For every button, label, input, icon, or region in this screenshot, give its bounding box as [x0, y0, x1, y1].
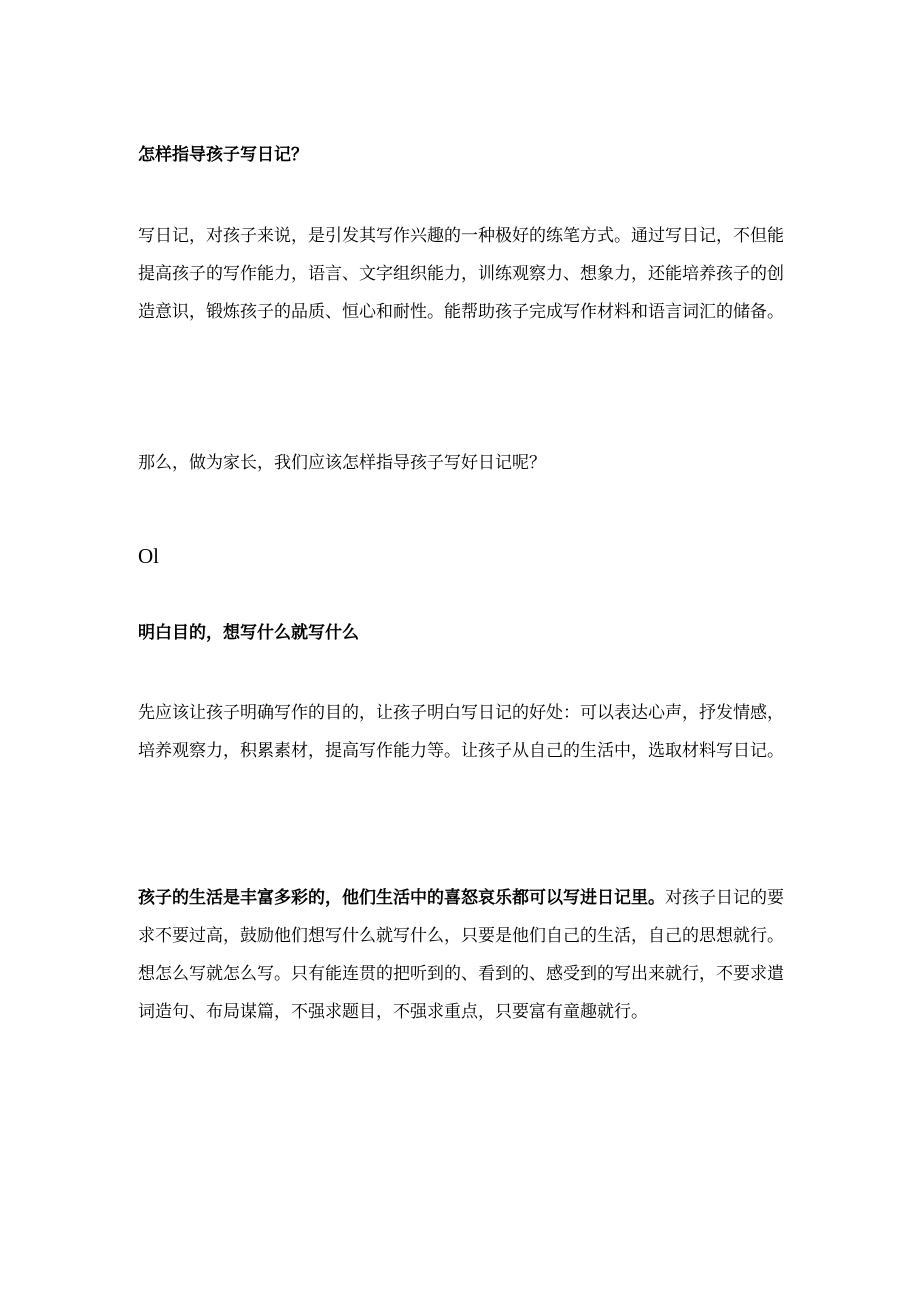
intro-paragraph-2: 那么，做为家长，我们应该怎样指导孩子写好日记呢？: [138, 453, 546, 473]
section-paragraph-2-bold-lead: 孩子的生活是丰富多彩的，他们生活中的喜怒哀乐都可以写进日记里。: [138, 888, 665, 908]
section-paragraph-1: 先应该让孩子明确写作的目的，让孩子明白写日记的好处：可以表达心声，抒发情感，培养观察力，积累素材，提高写作能力等。让孩子从自己的生活中，选取材料写日记。: [138, 703, 784, 761]
document-title: 怎样指导孩子写日记？: [138, 145, 308, 165]
section-paragraph-2-body: 对孩子日记的要求不要过高，鼓励他们想写什么就写什么，只要是他们自己的生活，自己的思想就行。想怎么写就怎么写。只有能连贯的把听到的、看到的、感受到的写出来就行，不要求遣词造句、布局谋篇，不强求题目，不强求重点，只要富有童趣就行。: [138, 888, 784, 1022]
section-heading: 明白目的，想写什么就写什么: [138, 623, 359, 643]
section-paragraph-2: [138, 879, 790, 1031]
intro-paragraph-1: 写日记，对孩子来说，是引发其写作兴趣的一种极好的练笔方式。通过写日记，不但能提高孩子的写作能力，语言、文字组织能力，训练观察力、想象力，还能培养孩子的创造意识，锻炼孩子的品质、恒心和耐性。能帮助孩子完成写作材料和语言词汇的储备。: [138, 226, 784, 322]
section-number: Ol: [138, 544, 159, 568]
